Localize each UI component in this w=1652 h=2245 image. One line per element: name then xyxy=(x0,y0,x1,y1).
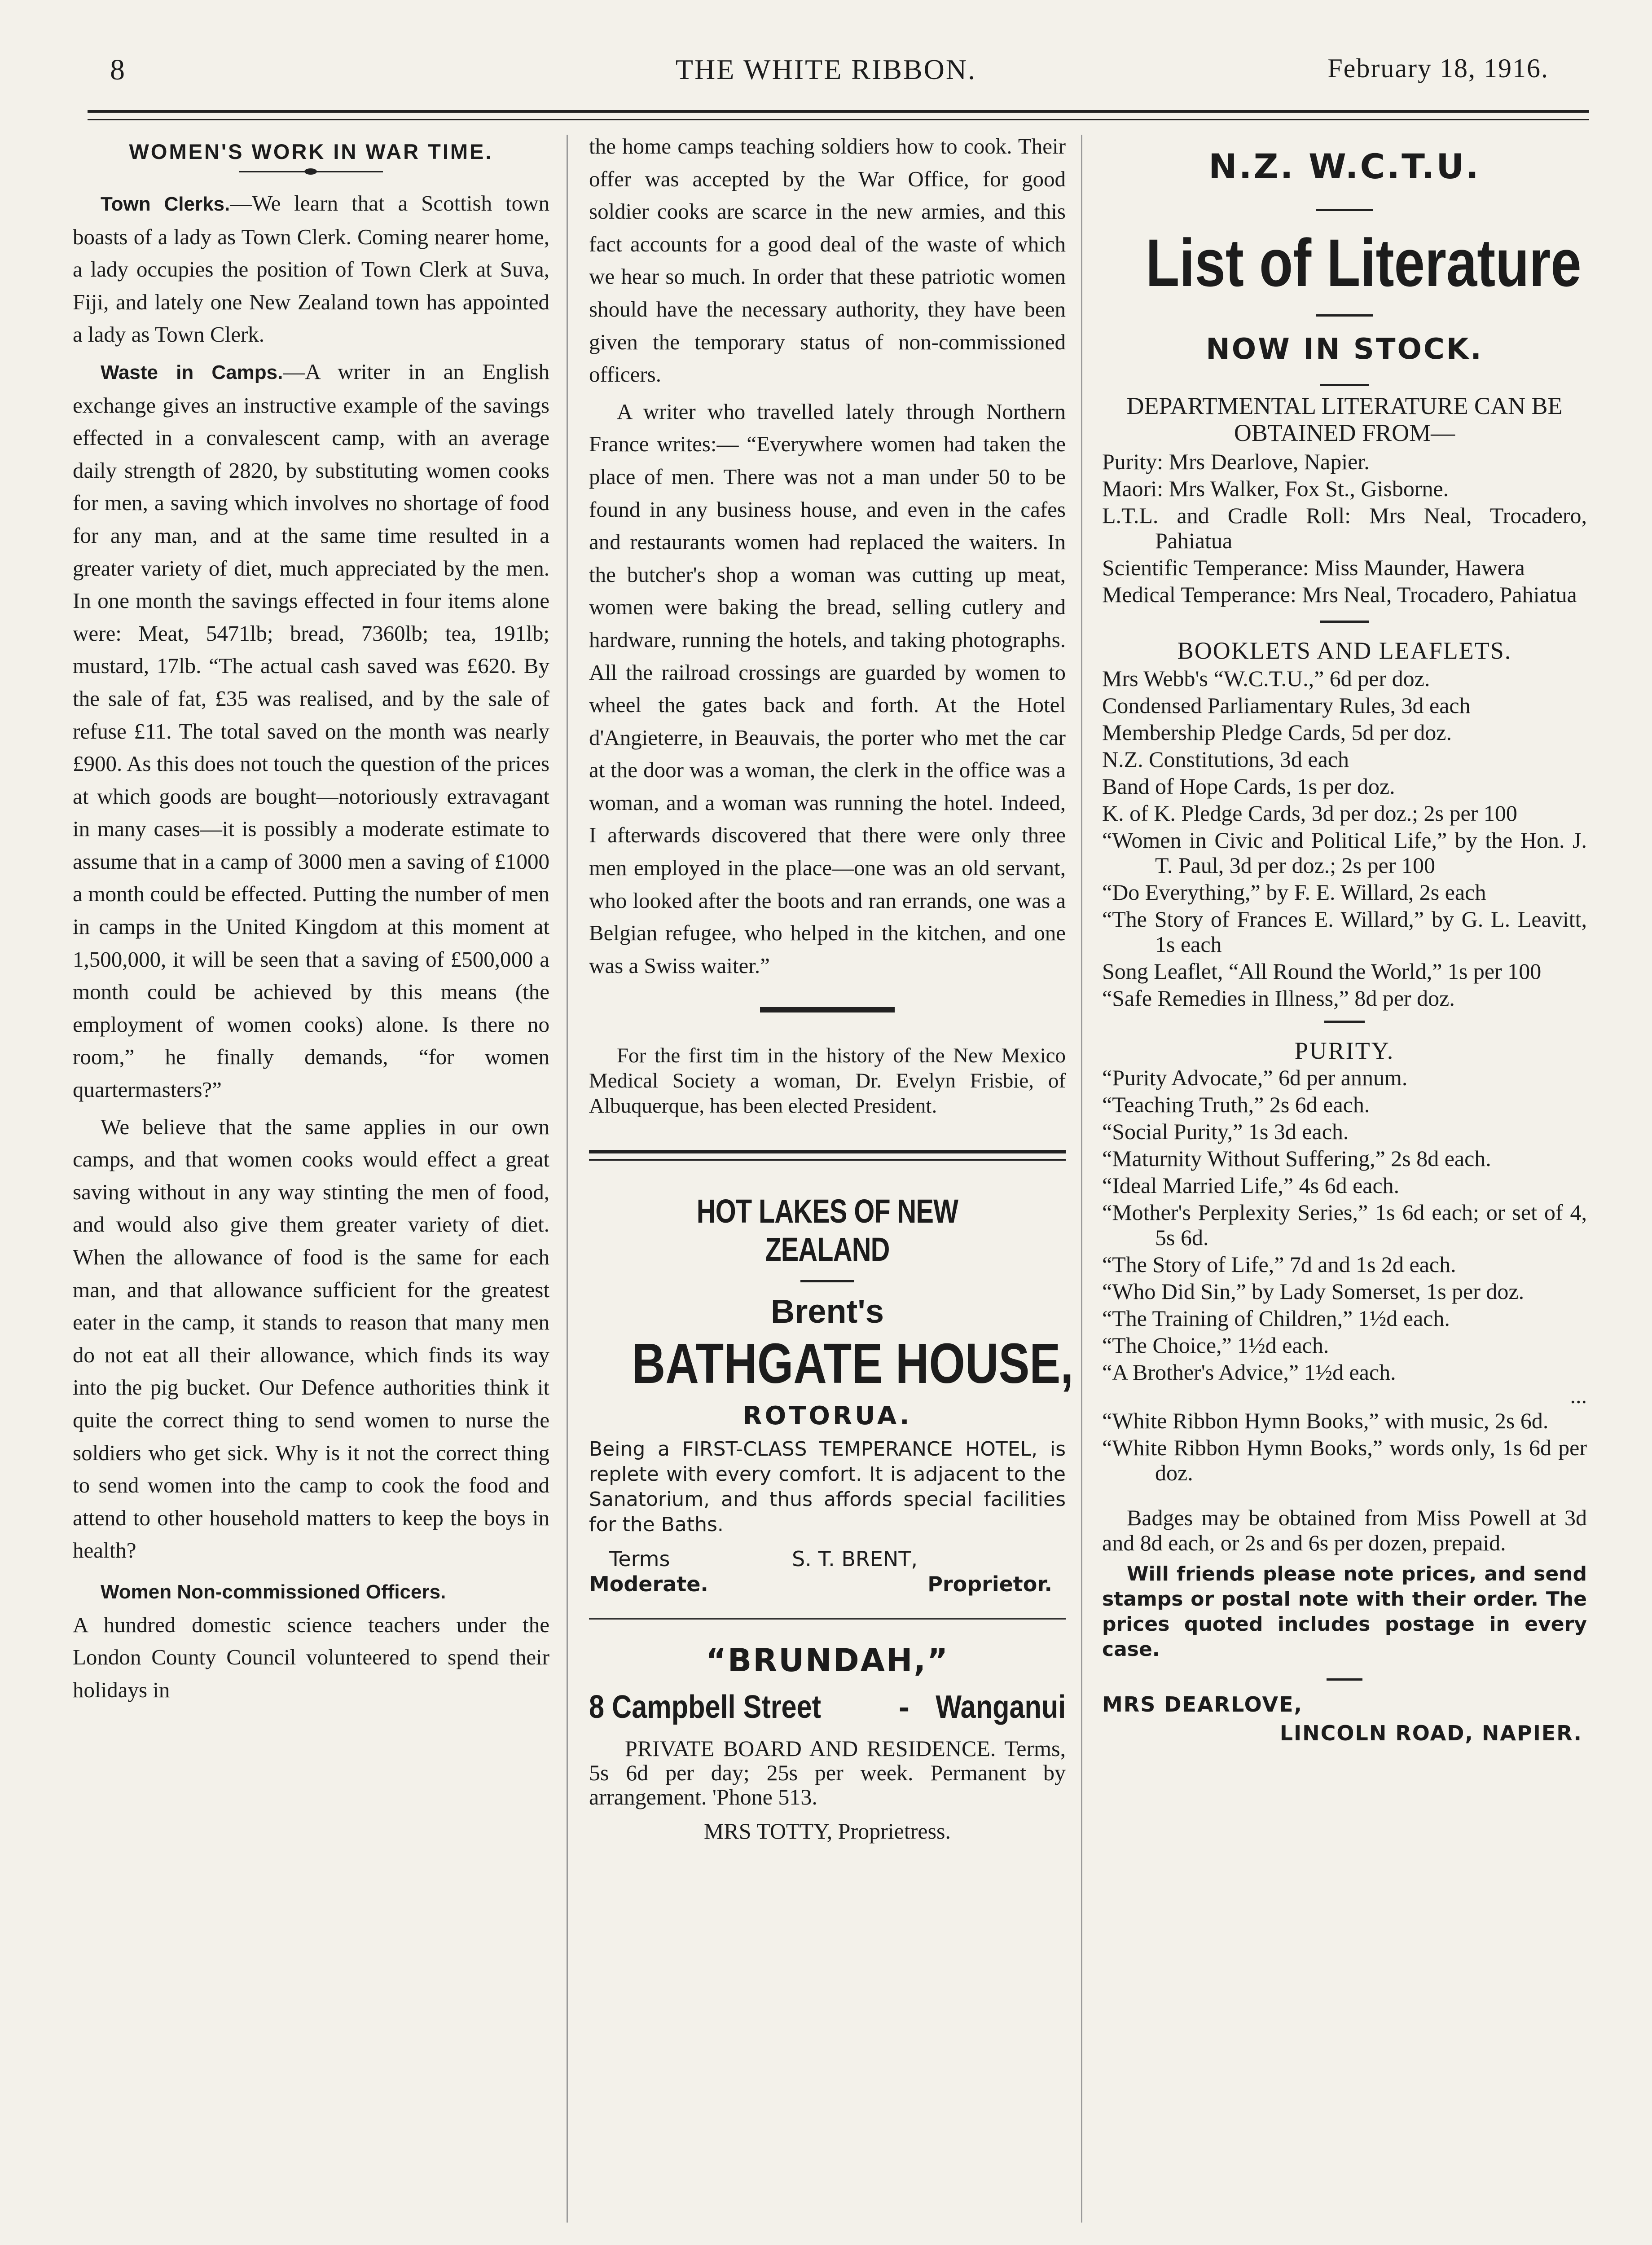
ad-divider xyxy=(589,1150,1066,1161)
list-item: “Mother's Perplexity Series,” 1s 6d each; or set of 4, 5s 6d. xyxy=(1102,1200,1587,1250)
ad-name: “BRUNDAH,” xyxy=(705,1642,949,1679)
subheading: Town Clerks. xyxy=(101,193,230,215)
ad-bathgate-house xyxy=(589,1192,1074,1600)
ad-street: 8 Campbell Street xyxy=(589,1689,821,1726)
ad-proprietor-name: S. T. BRENT, xyxy=(792,1547,918,1572)
list-title: List of Literature xyxy=(1146,225,1582,300)
column-divider xyxy=(567,135,568,2223)
list-item: “The Training of Children,” 1½d each. xyxy=(1102,1306,1450,1331)
ad-moderate: Moderate. xyxy=(589,1572,708,1597)
list-item: L.T.L. and Cradle Roll: Mrs Neal, Trocadero, Pahiatua xyxy=(1102,503,1587,553)
ad-footer xyxy=(589,1546,1066,1600)
newspaper-title: THE WHITE RIBBON. xyxy=(675,53,977,85)
list-item: Condensed Parliamentary Rules, 3d each xyxy=(1102,693,1471,718)
booklets-heading: BOOKLETS AND LEAFLETS. xyxy=(1177,637,1512,664)
list-item: “The Choice,” 1½d each. xyxy=(1102,1333,1329,1358)
paragraph-new-mexico: For the first tim in the history of the New Mexico Medical Society a woman, Dr. Evelyn Frisbie, of Albuquerque, has been elected President. xyxy=(589,1044,1066,1118)
booklets-list xyxy=(1102,666,1587,1011)
ad-divider xyxy=(589,1618,1066,1620)
hymn-list xyxy=(1102,1408,1587,1485)
paragraph-believe: We believe that the same applies in our own camps, and that women cooks would effect a great saving without in any way stinting the men of food, and would also give them greater variety of diet. When the allowance of food is the same for each man, and that allowance sufficient for the greatest eater in the camp, it stands to reason that many men do not eat all their allowance, which finds its way into the pig bucket. Our Defence authorities think it quite the correct thing to send women to nurse the soldiers who get sick. Why is it not the correct thing to send women into the camp to cook the food and attend to other household matters to keep the boys in health? xyxy=(73,1114,549,1563)
badges-note: Badges may be obtained from Miss Powell at 3d and 8d each, or 2s and 6s per dozen, prepaid. xyxy=(1102,1505,1587,1555)
subheading-nco: Women Non-commissioned Officers. xyxy=(101,1580,446,1603)
ad-description: Being a FIRST-CLASS TEMPERANCE HOTEL, is replete with every comfort. It is adjacent to the Sanatorium, and thus affords special facilities for the Baths. xyxy=(589,1438,1066,1536)
paragraph-france: A writer who travelled lately through Northern France writes:— “Everywhere women had taken the place of men. There was not a man under 50 to be found in any business house, and even in the cafes and restaurants women had replaced the waiters. In the butcher's shop a woman was cutting up meat, women were baking the bread, selling cutlery and hardware, running the hotels, and taking photographs. All the railroad crossings are guarded by women to wheel the gates back and forth. At the Hotel d'Angieterre, in Beauvais, the porter who met the car at the door was a woman, the clerk in the office was a woman, and a woman was running the hotel. Indeed, I afterwards discovered that there were only three men employed in the place—one was an old servant, who looked after the boots and ran errands, one was a Belgian refugee, who helped in the kitchen, and one was a Swiss waiter.” xyxy=(589,399,1066,978)
short-rule xyxy=(1320,384,1369,386)
list-item: Band of Hope Cards, 1s per doz. xyxy=(1102,774,1395,799)
paragraph-nco: A hundred domestic science teachers under the London County Council volunteered to spend their holidays in xyxy=(73,1612,549,1702)
issue-date: February 18, 1916. xyxy=(1327,53,1549,83)
paragraph-town-clerks xyxy=(73,187,549,351)
paragraph-text: —We learn that a Scottish town boasts of a lady as Town Clerk. Coming nearer home, a lady occupies the position of Town Clerk at Suva, Fiji, and lately one New Zealand town has appointed a lady as Town Clerk. xyxy=(73,191,549,347)
list-item: Membership Pledge Cards, 5d per doz. xyxy=(1102,720,1452,745)
contact-address: LINCOLN ROAD, NAPIER. xyxy=(1279,1721,1582,1745)
paragraph-text: —A writer in an English exchange gives an instructive example of the savings effected in a convalescent camp, with an average daily strength of 2820, by substituting women cooks for men, a saving which involves no shortage of food for any man, and at the same time resulted in a greater variety of diet, much appreciated by the men. In one month the savings effected in four items alone were: Meat, 5471lb; bread, 7360lb; tea, 191lb; mustard, 17lb. “The actual cash saved was £620. By the sale of fat, £35 was realised, and by the sale of refuse £11. The total saved on the month was nearly £900. As this does not touch the question of the prices at which goods are bought—notoriously extravagant in many cases—it is possibly a moderate estimate to assume that in a camp of 3000 men a saving of £1000 a month could be effected. Putting the number of men in camps in the United Kingdom at this moment at 1,500,000, it will be seen that a saving of £500,000 a month could be achieved by this means (the employment of women cooks) alone. Is there no room,” he finally demands, “for women quartermasters?” xyxy=(73,359,549,1102)
list-item: “Ideal Married Life,” 4s 6d each. xyxy=(1102,1173,1400,1198)
list-item: “White Ribbon Hymn Books,” with music, 2s 6d. xyxy=(1102,1408,1549,1433)
subheading: Waste in Camps. xyxy=(101,361,283,383)
list-subtitle: NOW IN STOCK. xyxy=(1206,333,1483,366)
ad-place: ROTORUA. xyxy=(743,1401,912,1431)
list-item: Song Leaflet, “All Round the World,” 1s per 100 xyxy=(1102,959,1542,984)
list-item: “Safe Remedies in Illness,” 8d per doz. xyxy=(1102,986,1455,1011)
paragraph-home-camps: the home camps teaching soldiers how to cook. Their offer was accepted by the War Office, for good soldier cooks are scarce in the new armies, and this fact accounts for a good deal of the waste of which we hear so much. In order that these patriotic women should have the necessary authority, they have been given the temporary status of non-commissioned officers. xyxy=(589,134,1066,387)
list-item: K. of K. Pledge Cards, 3d per doz.; 2s per 100 xyxy=(1102,801,1517,826)
ad-proprietor-label: Proprietor. xyxy=(927,1572,1052,1597)
ad-headline: HOT LAKES OF NEW ZEALAND xyxy=(696,1193,958,1268)
list-item: Scientific Temperance: Miss Maunder, Hawera xyxy=(1102,555,1525,580)
list-item: Mrs Webb's “W.C.T.U.,” 6d per doz. xyxy=(1102,666,1430,691)
ad-town: Wanganui xyxy=(935,1689,1066,1726)
short-rule xyxy=(1324,1021,1365,1023)
ad-name: BATHGATE HOUSE, xyxy=(632,1332,1074,1395)
column-left xyxy=(73,130,549,1706)
list-item: “White Ribbon Hymn Books,” words only, 1s 6d per doz. xyxy=(1102,1435,1587,1485)
purity-heading: PURITY. xyxy=(1294,1037,1395,1064)
ad-proprietress: MRS TOTTY, Proprietress. xyxy=(703,1818,951,1844)
list-item: Maori: Mrs Walker, Fox St., Gisborne. xyxy=(1102,476,1449,501)
notice: Will friends please note prices, and send stamps or postal note with their order. The prices quoted includes postage in every case. xyxy=(1102,1563,1587,1661)
list-item: “A Brother's Advice,” 1½d each. xyxy=(1102,1360,1396,1385)
list-item: Purity: Mrs Dearlove, Napier. xyxy=(1102,449,1370,474)
departmental-list xyxy=(1102,449,1587,607)
ad-terms: Terms xyxy=(609,1547,670,1572)
list-item: “The Story of Frances E. Willard,” by G. L. Leavitt, 1s each xyxy=(1102,907,1587,957)
ad-dash: - xyxy=(899,1689,909,1726)
short-rule xyxy=(1327,1678,1362,1681)
short-rule xyxy=(1316,209,1373,211)
list-item: N.Z. Constitutions, 3d each xyxy=(1102,747,1349,772)
contact-name: MRS DEARLOVE, xyxy=(1102,1692,1303,1717)
ellipsis: ... xyxy=(1570,1383,1587,1408)
short-rule xyxy=(800,1280,854,1282)
short-rule xyxy=(1316,314,1373,317)
article-title: WOMEN'S WORK IN WAR TIME. xyxy=(129,140,493,163)
list-item: “Teaching Truth,” 2s 6d each. xyxy=(1102,1092,1370,1117)
list-item: “Women in Civic and Political Life,” by the Hon. J. T. Paul, 3d per doz.; 2s per 100 xyxy=(1102,828,1587,878)
org-name: N.Z. W.C.T.U. xyxy=(1208,146,1481,186)
page-number: 8 xyxy=(110,53,125,86)
column-middle xyxy=(589,130,1074,1844)
list-item: “Do Everything,” by F. E. Willard, 2s each xyxy=(1102,880,1486,905)
ad-description: PRIVATE BOARD AND RESIDENCE. Terms, 5s 6d per day; 25s per week. Permanent by arrangement. 'Phone 513. xyxy=(589,1736,1066,1810)
list-item: “Purity Advocate,” 6d per annum. xyxy=(1102,1065,1408,1090)
list-item: “Maturnity Without Suffering,” 2s 8d each. xyxy=(1102,1146,1491,1171)
ad-brand: Brent's xyxy=(771,1293,884,1330)
header-rule xyxy=(88,110,1589,120)
list-item: Medical Temperance: Mrs Neal, Trocadero, Pahiatua xyxy=(1102,582,1577,607)
ad-brundah xyxy=(589,1642,1066,1844)
departmental-heading: DEPARTMENTAL LITERATURE CAN BE OBTAINED FROM— xyxy=(1126,392,1563,446)
ad-address xyxy=(589,1689,1066,1729)
column-divider xyxy=(1081,135,1082,2223)
paragraph-waste xyxy=(73,356,549,1106)
purity-list xyxy=(1102,1065,1587,1385)
section-divider xyxy=(760,1007,895,1012)
list-item: “Social Purity,” 1s 3d each. xyxy=(1102,1119,1349,1144)
column-right xyxy=(1102,130,1587,1745)
list-item: “The Story of Life,” 7d and 1s 2d each. xyxy=(1102,1252,1456,1277)
list-item: “Who Did Sin,” by Lady Somerset, 1s per doz. xyxy=(1102,1279,1525,1304)
short-rule xyxy=(1320,621,1369,623)
ornament-divider xyxy=(239,168,383,175)
